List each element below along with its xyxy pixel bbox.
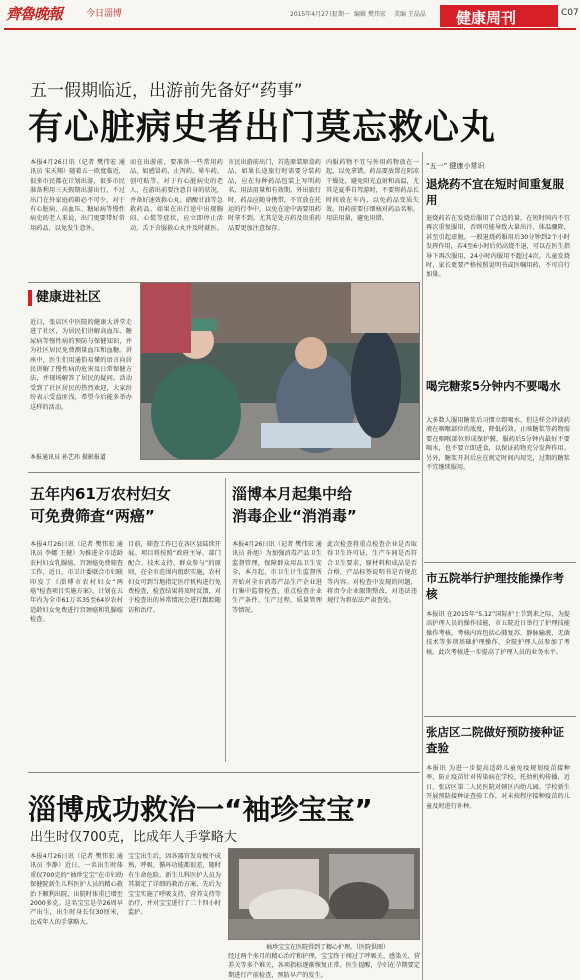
issue-weekday: 星期一 (332, 11, 351, 18)
baby-col-2: 宝宝出生后，因各器官发育极不成熟，呼吸、循环功能都很差，随时有生命危险。新生儿科医护人员为其制定了详细的救治方案，先后为宝宝实施了呼吸支持、营养支持等治疗，并对宝宝进行了二十四小时监护。 (128, 853, 221, 917)
lead-col-2: 而在出游前，要准备一些常用药品，如感冒药、止泻药、晕车药、创可贴等。对于有心脏病史的老人，在游出前要注意自身的状况，并备好速效救心丸、硝酸甘油等急救药品，如果在出行途中出现胸闷、心慌等症状，应立即停止活动，舌下含服救心丸并及时就医。 (130, 159, 223, 232)
vaccine-headline: 张店区二院做好预防接种证查验 (426, 725, 564, 755)
lecture-photo (140, 282, 420, 460)
baby-col-1: 本报4月26日讯（记者 樊伟宏 通讯员 李静）近日，一名出生时体重仅700克的“袖珍宝宝”在市妇幼保健院新生儿科医护人员的精心救治下顺利出院，出院时体重已增至2000多克。这名宝宝是孕26周早产出生，出生时身长仅30厘米，比成年人的手掌略大。 (30, 853, 123, 926)
nursing-headline: 市五院举行护理技能操作考核 (426, 571, 564, 601)
lead-col-4: 内服药物不宜与外用药物放在一起，以免拿错。药品要放置在阴凉干燥处，避免阳光直射和高温，尤其是夏季自驾游时，不要将药品长时间放在车内，以免药品变质失效。用药前要仔细核对药品名称、用法用量，避免用错。 (326, 159, 419, 223)
baby-photo-caption: 袖珍宝宝在医院得到了精心护理。（医院供图） (266, 944, 390, 951)
cancer-bottom-rule (28, 772, 420, 773)
editor-credit: 编辑 樊伟宏 (354, 11, 386, 18)
tips-rule (424, 562, 576, 563)
lead-col-1: 本报4月26日讯（记者 樊伟宏 通讯员 宋天翔）随着五一欧度临近，很多市民都在计划出游，很多市民准备利用三天假期出游出行，不过出门在外家庭药箱必不可少，对于有心脏病、高血压、糖尿病等慢性病史的老人来说，出门更要带好常用药品，以免发生意外。 (30, 159, 125, 232)
lead-kicker: 五一假期临近，出游前先备好“药事” (30, 81, 303, 101)
cancer-col-1: 本报4月26日讯（记者 樊伟宏 通讯员 李娜 王健）为推进全市适龄农村妇女乳腺癌、宫颈癌免费筛查工作，近日，市卫计委联合市妇联印发了《淄博市农村妇女“两癌”检查项目实施方案》，计划在五年内为全市61万名35至64岁农村适龄妇女免费进行宫颈癌和乳腺癌检查。 (30, 541, 123, 624)
section-banner (440, 5, 558, 27)
baby-headline: 淄博成功救治一“袖珍宝宝” (28, 793, 373, 826)
cancer-headline-1: 五年内61万农村妇女 (30, 485, 171, 503)
nursing-text: 本报讯 在2015年“5.12”国际护士节到来之际，为提高护理人员的操作技能，市五院近日举行了护理技能操作考核。考核内容包括心肺复苏、静脉输液、无菌技术等多项基础护理操作，全院护理人员参加了考核。此次考核进一步提高了护理人员的业务水平。 (426, 611, 570, 656)
disinfect-headline-2: 消毒企业“消消毒” (232, 507, 357, 525)
masthead-rule (4, 28, 576, 30)
section-title: 健康周刊 (456, 9, 517, 27)
nursing-rule (424, 716, 576, 717)
tip-1-text: 退烧药若在发烧后服用了合适的量，在短时间内不宜再次重复服用，否则可能导致大量出汗、体温骤降，甚至引起虚脱。一般退烧药服用后30分钟到2个小时发挥作用，若4至6小时后仍高烧不退，可以在医生指导下再次服用，24小时内服用不超过4次。儿童发烧时，家长更要严格按照说明书或医嘱用药，不可自行加量。 (426, 215, 570, 279)
lead-headline: 有心脏病史者出门莫忘救心丸 (28, 108, 497, 148)
page-number: C07 (561, 8, 579, 18)
right-column-divider (422, 152, 423, 980)
lead-col-3: 市民出游前出门，首选原装原盒药品，如果长途旅行时需要分装药品，应在每种药品包装上写明药名、用法用量和有效期。外出旅行时，药品应随身携带，不宜放在托运的行李中，以免在途中需要用药时拿不到。尤其是处方药及贵重药品要更加注意保存。 (228, 159, 321, 232)
tip-1-headline: 退烧药不宜在短时间重复服用 (426, 177, 564, 207)
tip-2-headline: 喝完糖浆5分钟内不要喝水 (426, 379, 561, 393)
disinfect-col-1: 本报4月26日讯（记者 樊伟宏 通讯员 孙旭）为加强消毒产品卫生监督管理，保障群众用品卫生安全，本月起，市卫生计生监督所开始对全市消毒产品生产企业进行集中监督检查，重点检查企业生产条件、生产过程、质量管理等情况。 (232, 541, 322, 614)
vaccine-text: 本报讯 为进一步提高适龄儿童免疫规划疫苗接种率，防止疫苗针对传染病在学校、托幼机构传播，近日，张店区第二人民医院对辖区内幼儿园、学校新生开展预防接种证查验工作，对未按程序接种疫苗的儿童及时进行补种。 (426, 765, 570, 810)
baby-col-3: 经过两个多月的精心治疗和护理，宝宝终于闯过了呼吸关、感染关、营养关等多个难关，各项指标逐渐恢复正常。医生提醒，孕妇在孕期要定期进行产前检查，预防早产的发生。 (228, 953, 420, 978)
baby-subline: 出生时仅700克，比成年人手掌略大 (30, 830, 237, 845)
lecture-red-bar (28, 290, 32, 306)
edition-name: 今日淄博 (86, 9, 123, 19)
cancer-col-2: 目前，筛查工作已在各区县陆续开展。项目将按照“政府主导、部门配合、技术支持、群众参与”的原则，在全市范围内组织实施，农村妇女可到当地指定医疗机构进行免费检查，检查结果将及时反馈，对于检查出的异常情况会进行跟踪随访和治疗。 (128, 541, 221, 614)
baby-photo (228, 848, 420, 940)
designer-credit: 美编 王晶晶 (394, 11, 426, 18)
lecture-credit: 本报通讯员 孙艺玮 摄影报道 (30, 454, 106, 461)
masthead (0, 0, 580, 30)
tip-2-text: 大多数人服用糖浆后习惯立即喝水，但这样会冲淡药液在咽喉部位的浓度，降低药效。止咳糖浆等药物需要在咽喉部位形成保护膜，服药后5分钟内最好不要喝水，也不要立即进食，以保证药物充分发挥作用。另外，糖浆开封后应在规定时间内用完，过期的糖浆不宜继续服用。 (426, 417, 570, 472)
tips-label: “五一” 健康小常识 (426, 162, 485, 170)
disinfect-col-2: 此次检查将重点检查企业是否取得卫生许可证，生产车间是否符合卫生要求，原材料和成品是否合格，产品标签说明书是否规范等内容。对检查中发现的问题，将责令企业限期整改，对违法违规行为将依法严肃查处。 (327, 541, 417, 605)
issue-date: 2015年4月27日 (290, 11, 335, 18)
newspaper-logo: 齊魯晚報 (6, 5, 63, 23)
disinfect-headline-1: 淄博本月起集中给 (232, 485, 353, 503)
lecture-headline: 健康进社区 (36, 290, 102, 305)
lecture-text: 近日，张店区中医院的健康大讲堂走进了社区，为居民们讲解高血压、糖尿病等慢性病的预防与保健知识，并为社区居民免费测量血压和血糖。讲座中，医生们用通俗易懂的语言向居民讲解了慢性病的危害及日常保健方法，并现场解答了居民的疑问。活动受到了社区居民的热烈欢迎，大家纷纷表示受益匪浅，希望今后能多举办这样的活动。 (30, 319, 132, 411)
cancer-divider (225, 478, 226, 762)
lecture-bottom-rule (28, 472, 420, 473)
cancer-headline-2: 可免费筛查“两癌” (30, 507, 155, 525)
